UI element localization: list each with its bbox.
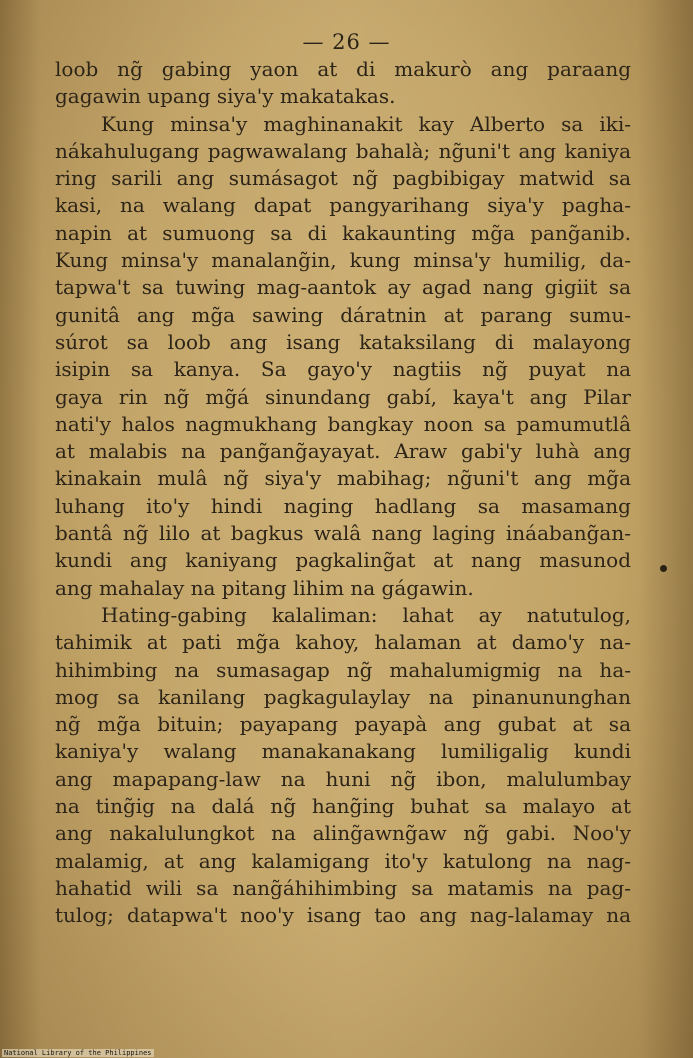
text-line: ring sarili ang sumásagot ng̃ pagbibigay matwid sa bbox=[55, 166, 631, 191]
text-line: Hating-gabing kalaliman: lahat ay natutulog, bbox=[101, 602, 631, 627]
text-line: bantâ ng̃ lilo at bagkus walâ nang laging ináabang̃an- bbox=[55, 521, 631, 546]
text-line: ang mahalay na pitang lihim na gágawin. bbox=[55, 575, 474, 600]
text-line: kinakain mulâ ng̃ siya'y mabihag; ng̃uni't ang mg̃a bbox=[55, 466, 631, 491]
text-line: mog sa kanilang pagkagulaylay na pinanununghan bbox=[55, 684, 631, 709]
body-text bbox=[55, 56, 631, 930]
text-line: at malabis na pang̃ang̃ayayat. Araw gabi'y luhà ang bbox=[55, 439, 631, 464]
text-line: kaniya'y walang manakanakang lumiligalig kundi bbox=[55, 739, 631, 764]
text-line: luhang ito'y hindi naging hadlang sa masamang bbox=[55, 493, 631, 518]
text-line: loob ng̃ gabing yaon at di makurò ang paraang bbox=[55, 57, 631, 81]
text-line: gagawin upang siya'y makatakas. bbox=[55, 84, 396, 109]
text-line: tahimik at pati mg̃a kahoy, halaman at damo'y na- bbox=[55, 630, 631, 655]
text-line: isipin sa kanya. Sa gayo'y nagtiis ng̃ puyat na bbox=[55, 357, 631, 382]
text-line: tulog; datapwa't noo'y isang tao ang nag-lalamay na bbox=[55, 903, 631, 928]
footer-credit: National Library of the Philippines bbox=[4, 1049, 152, 1057]
text-line: napin at sumuong sa di kakaunting mg̃a pang̃anib. bbox=[55, 220, 631, 245]
text-line: hihimbing na sumasagap ng̃ mahalumigmig na ha- bbox=[55, 657, 631, 682]
text-line: gaya rin ng̃ mg̃á sinundang gabí, kaya't ang Pilar bbox=[55, 384, 631, 409]
text-line: Kung minsa'y manalang̃in, kung minsa'y humilig, da- bbox=[55, 248, 631, 273]
text-line: Kung minsa'y maghinanakit kay Alberto sa iki- bbox=[101, 111, 631, 136]
text-line: na ting̃ig na dalá ng̃ hang̃ing buhat sa malayo at bbox=[55, 794, 631, 819]
text-line: súrot sa loob ang isang kataksilang di malayong bbox=[55, 329, 631, 354]
text-line: ang mapapang-law na huni ng̃ ibon, malulumbay bbox=[55, 766, 631, 791]
text-line: tapwa't sa tuwing mag-aantok ay agad nang gigiit sa bbox=[55, 275, 631, 300]
text-line: kundi ang kaniyang pagkaling̃at at nang masunod bbox=[55, 548, 631, 573]
text-line: ng̃ mg̃a bituin; payapang payapà ang gubat at sa bbox=[55, 712, 631, 737]
text-line: nákahulugang pagwawalang bahalà; ng̃uni't ang kaniya bbox=[55, 138, 631, 163]
margin-mark bbox=[660, 565, 667, 572]
text-line: malamig, at ang kalamigang ito'y katulong na nag- bbox=[55, 848, 631, 873]
text-line: hahatid wili sa nang̃áhihimbing sa matamis na pag- bbox=[55, 875, 631, 900]
text-line: kasi, na walang dapat pangyarihang siya'y pagha- bbox=[55, 193, 631, 218]
text-line: gunitâ ang mg̃a sawing dáratnin at parang sumu- bbox=[55, 302, 631, 327]
page-number: — 26 — bbox=[302, 30, 391, 54]
text-line: nati'y halos nagmukhang bangkay noon sa pamumutlâ bbox=[55, 411, 631, 436]
text-line: ang nakalulungkot na aling̃awng̃aw ng̃ gabi. Noo'y bbox=[55, 821, 631, 846]
